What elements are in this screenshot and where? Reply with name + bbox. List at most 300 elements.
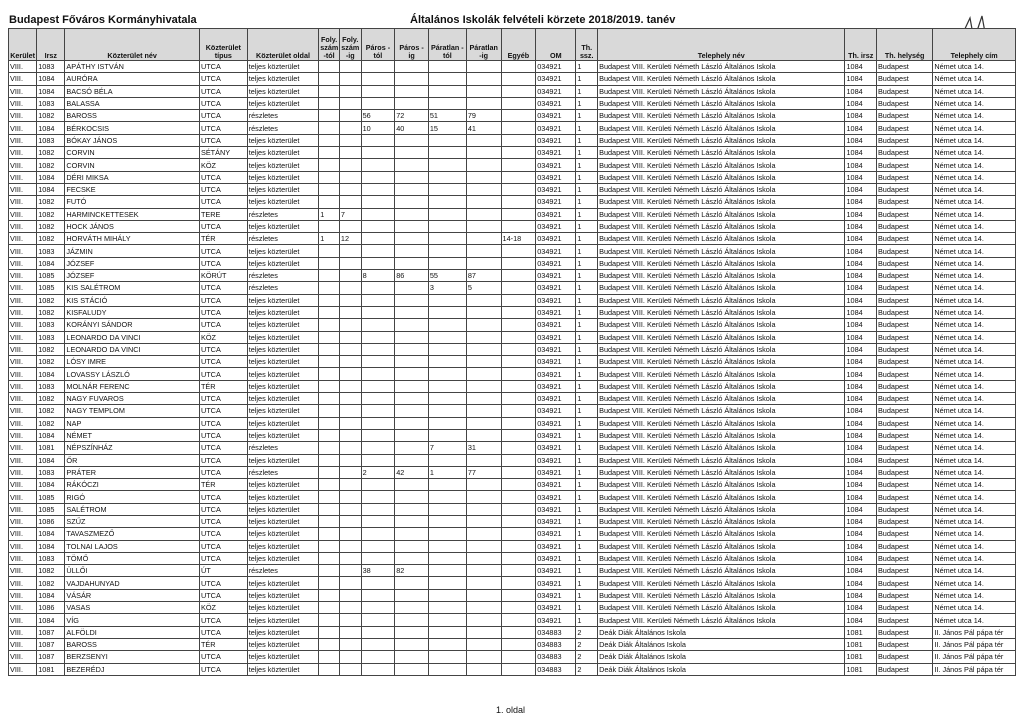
table-cell bbox=[501, 528, 536, 540]
column-header: Irsz bbox=[37, 29, 65, 61]
table-cell: VAJDAHUNYAD bbox=[65, 577, 200, 589]
table-cell: VIII. bbox=[9, 515, 37, 527]
table-cell bbox=[428, 602, 466, 614]
table-cell bbox=[428, 134, 466, 146]
table-cell bbox=[501, 614, 536, 626]
table-cell: teljes közterület bbox=[247, 515, 319, 527]
table-cell: 1084 bbox=[37, 479, 65, 491]
column-header: Páratlan -ig bbox=[466, 29, 501, 61]
table-cell bbox=[466, 61, 501, 73]
table-cell bbox=[428, 368, 466, 380]
table-cell: BACSÓ BÉLA bbox=[65, 85, 200, 97]
table-cell: TÉR bbox=[199, 638, 247, 650]
table-cell bbox=[428, 319, 466, 331]
table-cell: teljes közterület bbox=[247, 73, 319, 85]
table-cell: SÉTÁNY bbox=[199, 147, 247, 159]
table-row bbox=[9, 270, 1016, 282]
table-cell: 034921 bbox=[536, 429, 576, 441]
table-cell bbox=[395, 306, 429, 318]
table-cell bbox=[361, 651, 395, 663]
table-cell bbox=[319, 638, 340, 650]
table-cell bbox=[395, 196, 429, 208]
table-cell bbox=[361, 602, 395, 614]
table-cell: VIII. bbox=[9, 565, 37, 577]
table-cell: Német utca 14. bbox=[933, 85, 1016, 97]
table-cell: 034921 bbox=[536, 552, 576, 564]
table-cell: VIII. bbox=[9, 159, 37, 171]
table-cell: VIII. bbox=[9, 405, 37, 417]
table-cell: 1087 bbox=[37, 626, 65, 638]
table-cell bbox=[501, 159, 536, 171]
table-cell: Budapest bbox=[876, 159, 932, 171]
table-cell: 1083 bbox=[37, 134, 65, 146]
table-cell: Budapest bbox=[876, 233, 932, 245]
table-row bbox=[9, 159, 1016, 171]
table-cell: 1 bbox=[576, 602, 598, 614]
table-cell: teljes közterület bbox=[247, 651, 319, 663]
table-cell: VÍG bbox=[65, 614, 200, 626]
table-cell: 1084 bbox=[37, 368, 65, 380]
table-cell: Német utca 14. bbox=[933, 147, 1016, 159]
table-cell bbox=[466, 85, 501, 97]
table-cell bbox=[339, 626, 361, 638]
table-cell: VIII. bbox=[9, 97, 37, 109]
table-cell: 1083 bbox=[37, 319, 65, 331]
table-row bbox=[9, 380, 1016, 392]
table-cell bbox=[361, 479, 395, 491]
table-cell: 034921 bbox=[536, 196, 576, 208]
table-cell bbox=[395, 319, 429, 331]
table-cell bbox=[501, 368, 536, 380]
table-cell bbox=[428, 393, 466, 405]
table-cell bbox=[339, 442, 361, 454]
table-cell bbox=[361, 282, 395, 294]
table-row bbox=[9, 183, 1016, 195]
table-cell: VIII. bbox=[9, 61, 37, 73]
table-cell bbox=[339, 651, 361, 663]
table-cell: 1086 bbox=[37, 602, 65, 614]
table-cell: TAVASZMEZŐ bbox=[65, 528, 200, 540]
table-cell: 1082 bbox=[37, 233, 65, 245]
table-row bbox=[9, 368, 1016, 380]
table-cell: LÓSY IMRE bbox=[65, 356, 200, 368]
table-cell bbox=[339, 282, 361, 294]
table-cell bbox=[339, 565, 361, 577]
table-cell: 034921 bbox=[536, 614, 576, 626]
table-cell: teljes közterület bbox=[247, 319, 319, 331]
table-cell: Budapest VIII. Kerületi Németh László Általános Iskola bbox=[598, 319, 845, 331]
table-cell: ÜLLŐI bbox=[65, 565, 200, 577]
table-cell bbox=[501, 491, 536, 503]
table-row bbox=[9, 626, 1016, 638]
table-cell bbox=[395, 602, 429, 614]
table-cell: 1084 bbox=[845, 61, 876, 73]
table-cell: teljes közterület bbox=[247, 577, 319, 589]
table-cell bbox=[501, 442, 536, 454]
table-cell bbox=[466, 405, 501, 417]
table-cell bbox=[339, 602, 361, 614]
table-cell: UTCA bbox=[199, 589, 247, 601]
table-cell: JÓZSEF bbox=[65, 257, 200, 269]
table-cell bbox=[395, 134, 429, 146]
table-cell bbox=[395, 159, 429, 171]
table-cell bbox=[319, 565, 340, 577]
district-table bbox=[8, 28, 1016, 676]
table-cell bbox=[339, 515, 361, 527]
table-cell bbox=[501, 356, 536, 368]
table-cell bbox=[466, 602, 501, 614]
table-row bbox=[9, 602, 1016, 614]
table-cell: Budapest VIII. Kerületi Németh László Általános Iskola bbox=[598, 233, 845, 245]
table-cell: 1084 bbox=[845, 270, 876, 282]
table-cell bbox=[361, 331, 395, 343]
table-cell bbox=[501, 319, 536, 331]
table-cell: teljes közterület bbox=[247, 626, 319, 638]
table-cell: VIII. bbox=[9, 528, 37, 540]
table-cell: VIII. bbox=[9, 233, 37, 245]
table-cell bbox=[395, 589, 429, 601]
table-row bbox=[9, 122, 1016, 134]
table-cell bbox=[466, 294, 501, 306]
table-cell bbox=[428, 528, 466, 540]
table-cell: Budapest bbox=[876, 466, 932, 478]
table-cell bbox=[319, 343, 340, 355]
table-cell bbox=[395, 663, 429, 675]
table-cell: UTCA bbox=[199, 85, 247, 97]
table-cell: UTCA bbox=[199, 552, 247, 564]
table-cell: részletes bbox=[247, 110, 319, 122]
table-cell: 1084 bbox=[845, 343, 876, 355]
table-cell: 1081 bbox=[37, 663, 65, 675]
table-cell: BERZSENYI bbox=[65, 651, 200, 663]
table-cell: 1 bbox=[576, 577, 598, 589]
table-cell: 1084 bbox=[845, 577, 876, 589]
table-cell: Budapest bbox=[876, 356, 932, 368]
table-cell: 1084 bbox=[845, 442, 876, 454]
table-cell bbox=[395, 85, 429, 97]
table-row bbox=[9, 528, 1016, 540]
table-cell: Német utca 14. bbox=[933, 417, 1016, 429]
table-cell: VIII. bbox=[9, 614, 37, 626]
table-cell: teljes közterület bbox=[247, 220, 319, 232]
table-cell: Budapest bbox=[876, 97, 932, 109]
table-cell: LEONARDO DA VINCI bbox=[65, 343, 200, 355]
table-cell: 1084 bbox=[37, 183, 65, 195]
table-cell: Német utca 14. bbox=[933, 614, 1016, 626]
table-cell: 1084 bbox=[845, 294, 876, 306]
table-cell: Budapest bbox=[876, 540, 932, 552]
table-cell: 034921 bbox=[536, 159, 576, 171]
table-cell bbox=[501, 97, 536, 109]
table-cell: Budapest VIII. Kerületi Németh László Általános Iskola bbox=[598, 331, 845, 343]
table-cell bbox=[339, 528, 361, 540]
table-cell: 1084 bbox=[845, 134, 876, 146]
table-cell bbox=[361, 356, 395, 368]
table-cell: 1084 bbox=[845, 454, 876, 466]
table-cell: 034921 bbox=[536, 270, 576, 282]
table-cell: teljes közterület bbox=[247, 380, 319, 392]
table-row bbox=[9, 503, 1016, 515]
table-cell: VIII. bbox=[9, 319, 37, 331]
table-cell bbox=[395, 97, 429, 109]
table-cell: Budapest bbox=[876, 368, 932, 380]
table-cell: KÖRÚT bbox=[199, 270, 247, 282]
table-cell: Német utca 14. bbox=[933, 528, 1016, 540]
column-header: Egyéb bbox=[501, 29, 536, 61]
table-cell: 1082 bbox=[37, 417, 65, 429]
table-cell: Budapest VIII. Kerületi Németh László Általános Iskola bbox=[598, 515, 845, 527]
table-cell: részletes bbox=[247, 233, 319, 245]
table-cell bbox=[428, 61, 466, 73]
table-cell: Német utca 14. bbox=[933, 552, 1016, 564]
table-cell bbox=[319, 183, 340, 195]
table-cell bbox=[339, 159, 361, 171]
table-cell: 1084 bbox=[845, 528, 876, 540]
table-cell: részletes bbox=[247, 122, 319, 134]
table-cell: UTCA bbox=[199, 651, 247, 663]
column-header: Foly. szám -tól bbox=[319, 29, 340, 61]
table-cell: DÉRI MIKSA bbox=[65, 171, 200, 183]
table-row bbox=[9, 589, 1016, 601]
table-cell: 1084 bbox=[37, 614, 65, 626]
table-cell: 1082 bbox=[37, 294, 65, 306]
table-cell: NÉPSZÍNHÁZ bbox=[65, 442, 200, 454]
table-cell bbox=[395, 233, 429, 245]
table-cell bbox=[428, 220, 466, 232]
table-cell: 1 bbox=[576, 540, 598, 552]
table-row bbox=[9, 479, 1016, 491]
table-cell bbox=[395, 73, 429, 85]
table-cell bbox=[428, 417, 466, 429]
table-cell: 1082 bbox=[37, 196, 65, 208]
table-cell: 1 bbox=[319, 233, 340, 245]
table-cell bbox=[501, 565, 536, 577]
table-cell bbox=[395, 393, 429, 405]
table-cell: UTCA bbox=[199, 282, 247, 294]
table-cell bbox=[361, 208, 395, 220]
table-cell: VIII. bbox=[9, 245, 37, 257]
table-cell bbox=[395, 515, 429, 527]
table-cell bbox=[501, 245, 536, 257]
table-row bbox=[9, 663, 1016, 675]
table-cell: Budapest VIII. Kerületi Németh László Általános Iskola bbox=[598, 196, 845, 208]
table-cell bbox=[319, 614, 340, 626]
table-cell: Budapest VIII. Kerületi Németh László Általános Iskola bbox=[598, 429, 845, 441]
table-cell: RIGÓ bbox=[65, 491, 200, 503]
table-cell bbox=[395, 417, 429, 429]
table-cell: 1084 bbox=[845, 380, 876, 392]
table-cell bbox=[319, 257, 340, 269]
table-cell: Budapest bbox=[876, 257, 932, 269]
table-cell: UTCA bbox=[199, 73, 247, 85]
table-cell bbox=[319, 171, 340, 183]
table-cell: Német utca 14. bbox=[933, 122, 1016, 134]
table-cell bbox=[466, 479, 501, 491]
table-cell: teljes közterület bbox=[247, 393, 319, 405]
table-cell bbox=[395, 479, 429, 491]
table-cell: 1084 bbox=[37, 540, 65, 552]
table-cell bbox=[319, 319, 340, 331]
table-cell: 034921 bbox=[536, 306, 576, 318]
table-cell bbox=[339, 61, 361, 73]
table-cell: Deák Diák Általános Iskola bbox=[598, 651, 845, 663]
table-cell: 1083 bbox=[37, 331, 65, 343]
table-cell bbox=[395, 503, 429, 515]
table-cell: részletes bbox=[247, 565, 319, 577]
table-cell: teljes közterület bbox=[247, 589, 319, 601]
table-cell bbox=[361, 343, 395, 355]
table-row bbox=[9, 331, 1016, 343]
table-cell bbox=[319, 515, 340, 527]
table-cell: Budapest VIII. Kerületi Németh László Általános Iskola bbox=[598, 540, 845, 552]
table-cell: 1084 bbox=[845, 393, 876, 405]
table-cell bbox=[395, 171, 429, 183]
table-cell: Budapest VIII. Kerületi Németh László Általános Iskola bbox=[598, 85, 845, 97]
table-cell: VIII. bbox=[9, 356, 37, 368]
table-cell bbox=[319, 663, 340, 675]
table-cell: 1 bbox=[576, 442, 598, 454]
column-header: OM bbox=[536, 29, 576, 61]
table-row bbox=[9, 651, 1016, 663]
table-cell: teljes közterület bbox=[247, 85, 319, 97]
table-cell bbox=[339, 134, 361, 146]
table-cell: 034921 bbox=[536, 122, 576, 134]
table-cell: Budapest bbox=[876, 147, 932, 159]
table-cell: VIII. bbox=[9, 417, 37, 429]
table-cell bbox=[319, 97, 340, 109]
table-cell bbox=[319, 134, 340, 146]
table-row bbox=[9, 356, 1016, 368]
table-cell: teljes közterület bbox=[247, 405, 319, 417]
table-cell bbox=[339, 491, 361, 503]
table-cell: 1084 bbox=[845, 602, 876, 614]
column-header: Közterület név bbox=[65, 29, 200, 61]
table-cell bbox=[428, 245, 466, 257]
table-cell: teljes közterület bbox=[247, 134, 319, 146]
table-cell bbox=[466, 552, 501, 564]
table-cell: CORVIN bbox=[65, 147, 200, 159]
table-cell: KÖZ bbox=[199, 159, 247, 171]
table-cell: 10 bbox=[361, 122, 395, 134]
table-cell bbox=[428, 147, 466, 159]
table-cell: UTCA bbox=[199, 515, 247, 527]
table-cell: SZŰZ bbox=[65, 515, 200, 527]
table-row bbox=[9, 294, 1016, 306]
table-cell: teljes közterület bbox=[247, 331, 319, 343]
table-cell: 1084 bbox=[37, 429, 65, 441]
table-cell: 1 bbox=[576, 208, 598, 220]
table-cell: Budapest bbox=[876, 479, 932, 491]
table-cell: Német utca 14. bbox=[933, 380, 1016, 392]
table-cell: 1084 bbox=[845, 319, 876, 331]
table-cell: 1087 bbox=[37, 638, 65, 650]
table-cell: 1084 bbox=[845, 110, 876, 122]
table-cell: 2 bbox=[576, 638, 598, 650]
table-cell: 1084 bbox=[845, 356, 876, 368]
table-cell: 1082 bbox=[37, 393, 65, 405]
table-cell: 1 bbox=[576, 294, 598, 306]
table-cell: Budapest bbox=[876, 134, 932, 146]
table-cell bbox=[395, 343, 429, 355]
table-cell: Budapest bbox=[876, 651, 932, 663]
table-cell bbox=[339, 589, 361, 601]
table-cell bbox=[466, 73, 501, 85]
table-cell: VIII. bbox=[9, 602, 37, 614]
table-cell bbox=[428, 85, 466, 97]
table-row bbox=[9, 405, 1016, 417]
table-cell bbox=[428, 97, 466, 109]
table-cell bbox=[428, 171, 466, 183]
table-cell bbox=[361, 61, 395, 73]
table-cell: 2 bbox=[576, 626, 598, 638]
table-cell: CORVIN bbox=[65, 159, 200, 171]
table-cell: Német utca 14. bbox=[933, 110, 1016, 122]
table-cell: 1 bbox=[576, 331, 598, 343]
table-cell bbox=[501, 134, 536, 146]
table-cell bbox=[501, 147, 536, 159]
table-cell bbox=[319, 380, 340, 392]
table-cell: Budapest VIII. Kerületi Németh László Általános Iskola bbox=[598, 417, 845, 429]
table-cell: Budapest bbox=[876, 306, 932, 318]
table-cell: 034921 bbox=[536, 417, 576, 429]
table-cell: 1084 bbox=[37, 122, 65, 134]
table-cell: 1 bbox=[576, 97, 598, 109]
table-cell: Budapest VIII. Kerületi Németh László Általános Iskola bbox=[598, 368, 845, 380]
table-cell bbox=[319, 122, 340, 134]
table-cell: 1084 bbox=[845, 97, 876, 109]
table-cell bbox=[501, 405, 536, 417]
table-cell: teljes közterület bbox=[247, 454, 319, 466]
table-cell: LEONARDO DA VINCI bbox=[65, 331, 200, 343]
table-cell bbox=[466, 196, 501, 208]
table-row bbox=[9, 257, 1016, 269]
table-row bbox=[9, 85, 1016, 97]
table-cell: 1 bbox=[576, 257, 598, 269]
table-cell: UTCA bbox=[199, 503, 247, 515]
table-cell: 1 bbox=[576, 479, 598, 491]
table-cell: Budapest VIII. Kerületi Németh László Általános Iskola bbox=[598, 220, 845, 232]
table-cell: 14-18 bbox=[501, 233, 536, 245]
table-cell bbox=[361, 638, 395, 650]
table-cell: 1084 bbox=[37, 85, 65, 97]
table-cell: Deák Diák Általános Iskola bbox=[598, 638, 845, 650]
table-cell: UTCA bbox=[199, 528, 247, 540]
table-cell: 1 bbox=[576, 552, 598, 564]
table-cell: 034921 bbox=[536, 454, 576, 466]
table-cell bbox=[319, 540, 340, 552]
table-cell bbox=[501, 429, 536, 441]
table-cell: Budapest bbox=[876, 417, 932, 429]
table-cell: 034921 bbox=[536, 515, 576, 527]
table-row bbox=[9, 196, 1016, 208]
table-cell: 1083 bbox=[37, 97, 65, 109]
table-row bbox=[9, 319, 1016, 331]
table-cell: Budapest bbox=[876, 626, 932, 638]
table-cell: 034921 bbox=[536, 577, 576, 589]
table-cell: 1084 bbox=[37, 73, 65, 85]
table-cell bbox=[466, 638, 501, 650]
table-cell: UTCA bbox=[199, 306, 247, 318]
table-cell bbox=[361, 159, 395, 171]
table-cell: 1 bbox=[576, 73, 598, 85]
table-cell: APÁTHY ISTVÁN bbox=[65, 61, 200, 73]
table-cell: teljes közterület bbox=[247, 171, 319, 183]
table-cell: VIII. bbox=[9, 73, 37, 85]
table-cell: 1082 bbox=[37, 306, 65, 318]
table-cell bbox=[361, 245, 395, 257]
table-cell: Budapest bbox=[876, 602, 932, 614]
table-cell bbox=[501, 73, 536, 85]
